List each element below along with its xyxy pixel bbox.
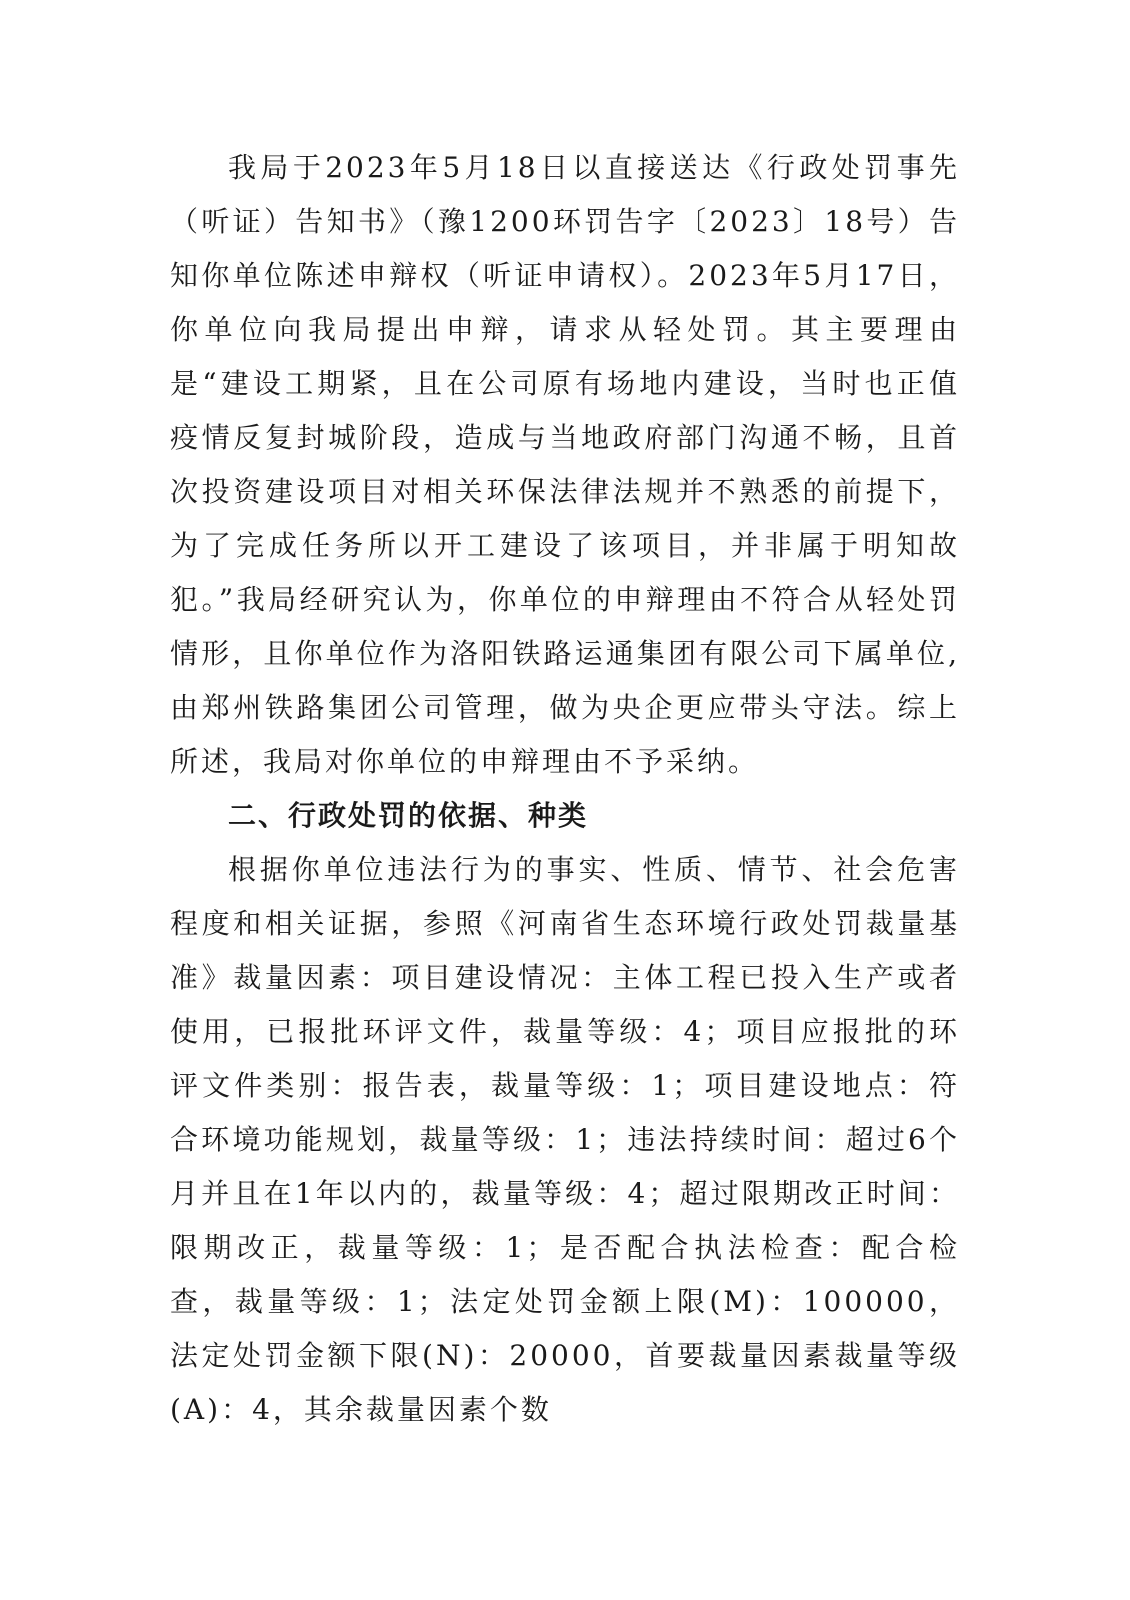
paragraph-penalty-basis: 根据你单位违法行为的事实、性质、情节、社会危害程度和相关证据，参照《河南省生态环境行政处罚裁量基准》裁量因素：项目建设情况：主体工程已投入生产或者使用，已报批环评文件，裁量等级：4；项目应报批的环评文件类别：报告表，裁量等级：1；项目建设地点：符合环境功能规划，裁量等级：1；违法持续时间：超过6个月并且在1年以内的，裁量等级：4；超过限期改正时间：限期改正，裁量等级：1；是否配合执法检查：配合检查，裁量等级：1；法定处罚金额上限(M)：100000，法定处罚金额下限(N)：20000，首要裁量因素裁量等级(A)：4，其余裁量因素个数 [170, 853, 960, 1426]
paragraph-defense-reply: 我局于2023年5月18日以直接送达《行政处罚事先（听证）告知书》（豫1200环罚告字〔2023〕18号）告知你单位陈述申辩权（听证申请权）。2023年5月17日，你单位向我局提出申辩，请求从轻处罚。其主要理由是“建设工期紧，且在公司原有场地内建设，当时也正值疫情反复封城阶段，造成与当地政府部门沟通不畅，且首次投资建设项目对相关环保法律法规并不熟悉的前提下，为了完成任务所以开工建设了该项目，并非属于明知故犯。”我局经研究认为，你单位的申辩理由不符合从轻处罚情形，且你单位作为洛阳铁路运通集团有限公司下属单位,由郑州铁路集团公司管理，做为央企更应带头守法。综上所述，我局对你单位的申辩理由不予采纳。 [170, 151, 960, 778]
section-heading-2: 二、行政处罚的依据、种类 [228, 799, 589, 832]
document-body [170, 141, 960, 1437]
